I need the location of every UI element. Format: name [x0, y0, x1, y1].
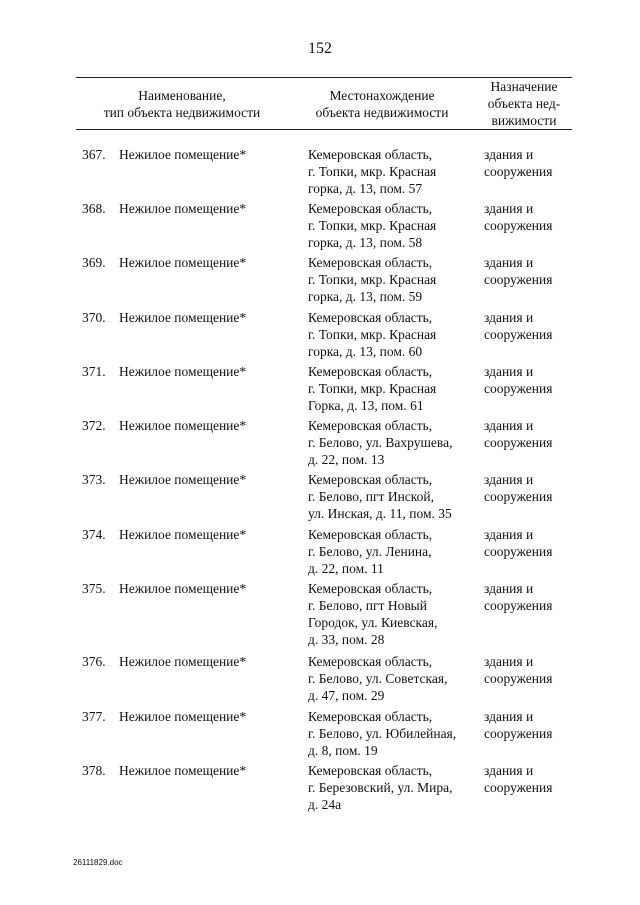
document-filename: 26111829.doc: [73, 858, 123, 867]
row-number: 378.: [82, 763, 106, 778]
row-number: 376.: [82, 654, 106, 669]
row-object-name: Нежилое помещение*: [119, 364, 247, 379]
row-location: Кемеровская область, г. Белово, пгт Инской, ул. Инская, д. 11, пом. 35: [308, 472, 452, 521]
row-object-name: Нежилое помещение*: [119, 418, 247, 433]
row-purpose: здания и сооружения: [484, 581, 553, 613]
header-purpose: Назначение объекта нед- вижимости: [487, 79, 561, 128]
row-location: Кемеровская область, г. Белово, ул. Ленина, д. 22, пом. 11: [308, 527, 433, 576]
row-location: Кемеровская область, г. Топки, мкр. Красная горка, д. 13, пом. 58: [308, 201, 437, 250]
header-location: Местонахождение объекта недвижимости: [315, 87, 449, 120]
row-purpose: здания и сооружения: [484, 310, 553, 342]
table-header: [76, 77, 572, 130]
row-object-name: Нежилое помещение*: [119, 527, 247, 542]
row-object-name: Нежилое помещение*: [119, 201, 247, 216]
row-purpose: здания и сооружения: [484, 255, 553, 287]
row-object-name: Нежилое помещение*: [119, 472, 247, 487]
row-object-name: Нежилое помещение*: [119, 654, 247, 669]
row-number: 375.: [82, 581, 106, 596]
row-purpose: здания и сооружения: [484, 418, 553, 450]
row-object-name: Нежилое помещение*: [119, 147, 247, 162]
row-location: Кемеровская область, г. Березовский, ул. Мира, д. 24а: [308, 763, 453, 812]
row-location: Кемеровская область, г. Белово, ул. Юбилейная, д. 8, пом. 19: [308, 709, 457, 758]
row-purpose: здания и сооружения: [484, 364, 553, 396]
row-number: 368.: [82, 201, 106, 216]
row-purpose: здания и сооружения: [484, 654, 553, 686]
row-location: Кемеровская область, г. Топки, мкр. Красная горка, д. 13, пом. 57: [308, 147, 437, 196]
row-object-name: Нежилое помещение*: [119, 709, 247, 724]
row-number: 373.: [82, 472, 106, 487]
row-location: Кемеровская область, г. Топки, мкр. Красная горка, д. 13, пом. 60: [308, 310, 437, 359]
row-purpose: здания и сооружения: [484, 709, 553, 741]
row-location: Кемеровская область, г. Белово, ул. Вахрушева, д. 22, пом. 13: [308, 418, 453, 467]
row-number: 374.: [82, 527, 106, 542]
row-location: Кемеровская область, г. Белово, ул. Советская, д. 47, пом. 29: [308, 654, 448, 703]
row-purpose: здания и сооружения: [484, 147, 553, 179]
row-object-name: Нежилое помещение*: [119, 255, 247, 270]
row-number: 377.: [82, 709, 106, 724]
row-purpose: здания и сооружения: [484, 472, 553, 504]
row-object-name: Нежилое помещение*: [119, 581, 247, 596]
row-number: 371.: [82, 364, 106, 379]
row-purpose: здания и сооружения: [484, 527, 553, 559]
row-number: 370.: [82, 310, 106, 325]
row-location: Кемеровская область, г. Белово, пгт Новый Городок, ул. Киевская, д. 33, пом. 28: [308, 581, 438, 647]
row-object-name: Нежилое помещение*: [119, 763, 247, 778]
row-number: 367.: [82, 147, 106, 162]
row-purpose: здания и сооружения: [484, 763, 553, 795]
row-location: Кемеровская область, г. Топки, мкр. Красная горка, д. 13, пом. 59: [308, 255, 437, 304]
row-number: 369.: [82, 255, 106, 270]
row-number: 372.: [82, 418, 106, 433]
row-object-name: Нежилое помещение*: [119, 310, 247, 325]
row-location: Кемеровская область, г. Топки, мкр. Красная Горка, д. 13, пом. 61: [308, 364, 437, 413]
page-number: 152: [308, 40, 332, 57]
row-purpose: здания и сооружения: [484, 201, 553, 233]
header-name: Наименование, тип объекта недвижимости: [103, 87, 261, 120]
